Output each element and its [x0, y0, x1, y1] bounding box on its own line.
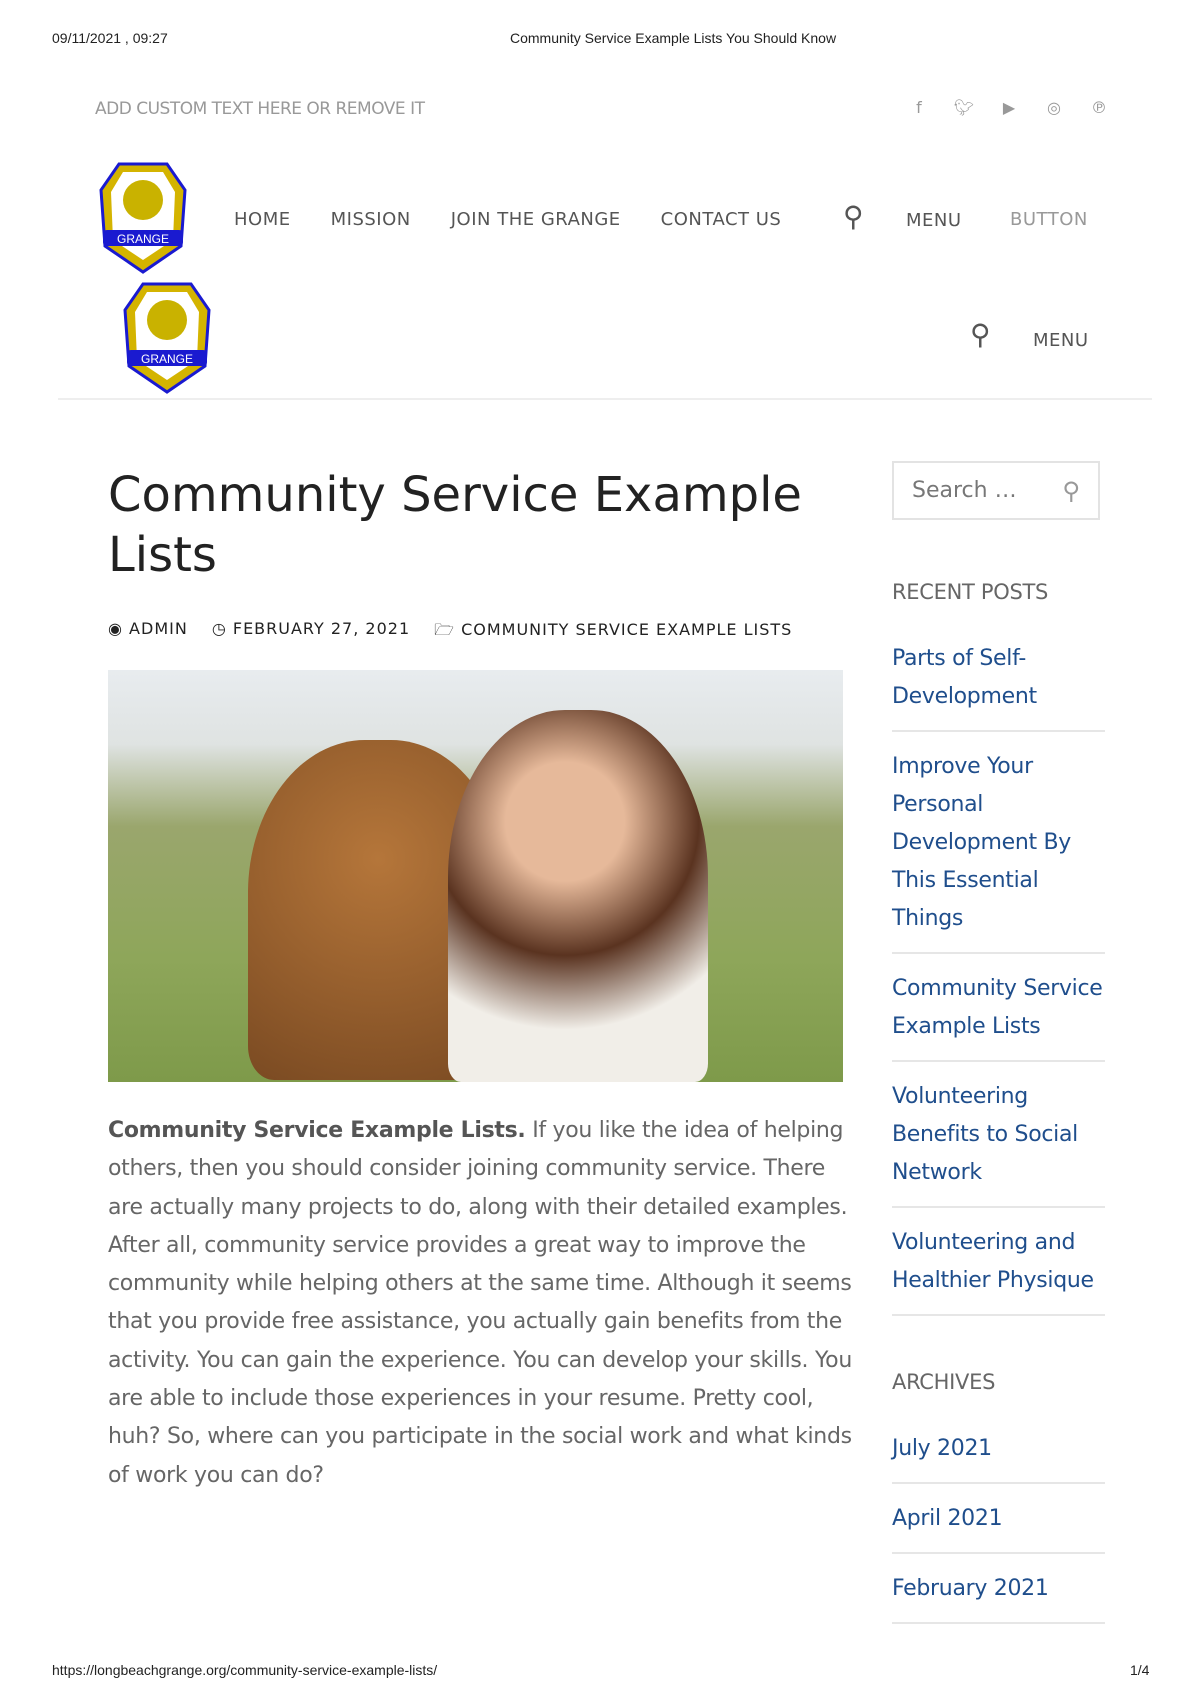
archives-title: ARCHIVES — [892, 1370, 996, 1394]
recent-posts-list — [892, 630, 1105, 1316]
sidebar-search[interactable] — [892, 461, 1100, 520]
search-input[interactable]: Search … — [912, 478, 1017, 503]
main-nav — [234, 209, 781, 230]
recent-post-link[interactable]: Improve Your Personal Development By This Essential Things — [892, 732, 1105, 954]
archive-link[interactable]: February 2021 — [892, 1554, 1105, 1624]
nav-join[interactable]: JOIN THE GRANGE — [450, 209, 621, 230]
nav-mission[interactable]: MISSION — [330, 209, 411, 230]
woman-shape — [448, 710, 708, 1082]
search-icon[interactable]: ⚲ — [843, 200, 864, 233]
post-date[interactable]: ◷ FEBRUARY 27, 2021 — [211, 619, 411, 638]
recent-post-link[interactable]: Parts of Self-Development — [892, 630, 1105, 732]
recent-post-link[interactable]: Volunteering Benefits to Social Network — [892, 1062, 1105, 1208]
youtube-icon[interactable]: ▶ — [1002, 98, 1016, 117]
post-author[interactable]: ◉ ADMIN — [108, 619, 188, 638]
post-meta — [108, 619, 792, 646]
clock-icon: ◷ — [211, 619, 233, 638]
post-category[interactable]: 🗁 COMMUNITY SERVICE EXAMPLE LISTS — [434, 620, 793, 639]
post-title: Community Service Example Lists — [108, 467, 802, 583]
user-icon: ◉ — [108, 619, 130, 638]
recent-post-link[interactable]: Community Service Example Lists — [892, 954, 1105, 1062]
twitter-icon[interactable]: 🐦︎ — [953, 98, 975, 117]
nav-home[interactable]: HOME — [234, 209, 291, 230]
header-button[interactable]: BUTTON — [1010, 209, 1088, 230]
post-intro: Community Service Example Lists. If you like the idea of helping others, then you should consider joining community service. There are actually many projects to do, along with their detailed examples. After all, community service provides a great way to improve the community while helping others at the same time. Although it seems that you provide free assistance, you actually gain benefits from the activity. You can gain the experience. You can develop your skills. You are able to include those experiences in your resume. Pretty cool, huh? So, where can you participate in the social work and what kinds of work you can do? — [108, 1118, 852, 1488]
svg-text:GRANGE: GRANGE — [140, 352, 194, 366]
nav-contact[interactable]: CONTACT US — [660, 209, 782, 230]
print-title: Community Service Example Lists You Should Know — [510, 30, 837, 46]
menu-button[interactable]: MENU — [906, 210, 962, 231]
grange-logo-mobile[interactable] — [119, 282, 215, 394]
pinterest-icon[interactable]: ℗ — [1091, 98, 1107, 117]
search-icon[interactable]: ⚲ — [1062, 476, 1080, 505]
recent-posts-title: RECENT POSTS — [892, 580, 1049, 604]
instagram-icon[interactable]: ◎ — [1047, 98, 1061, 117]
svg-text:GRANGE: GRANGE — [116, 232, 170, 246]
mobile-menu-button[interactable]: MENU — [1033, 330, 1089, 351]
archives-list — [892, 1420, 1105, 1624]
print-datetime: 09/11/2021 , 09:27 — [52, 30, 168, 46]
featured-image — [108, 670, 843, 1082]
mobile-search-icon[interactable]: ⚲ — [970, 318, 991, 351]
archive-link[interactable]: July 2021 — [892, 1420, 1105, 1484]
print-page-number: 1/4 — [1130, 1662, 1150, 1678]
facebook-icon[interactable]: f — [916, 98, 922, 117]
topbar-text: ADD CUSTOM TEXT HERE OR REMOVE IT — [95, 99, 425, 119]
folder-icon: 🗁 — [434, 620, 462, 639]
print-url: https://longbeachgrange.org/community-service-example-lists/ — [52, 1662, 438, 1678]
social-links — [908, 98, 1110, 117]
grange-logo[interactable] — [95, 162, 191, 274]
recent-post-link[interactable]: Volunteering and Healthier Physique — [892, 1208, 1105, 1316]
header-divider — [58, 398, 1152, 400]
archive-link[interactable]: April 2021 — [892, 1484, 1105, 1554]
